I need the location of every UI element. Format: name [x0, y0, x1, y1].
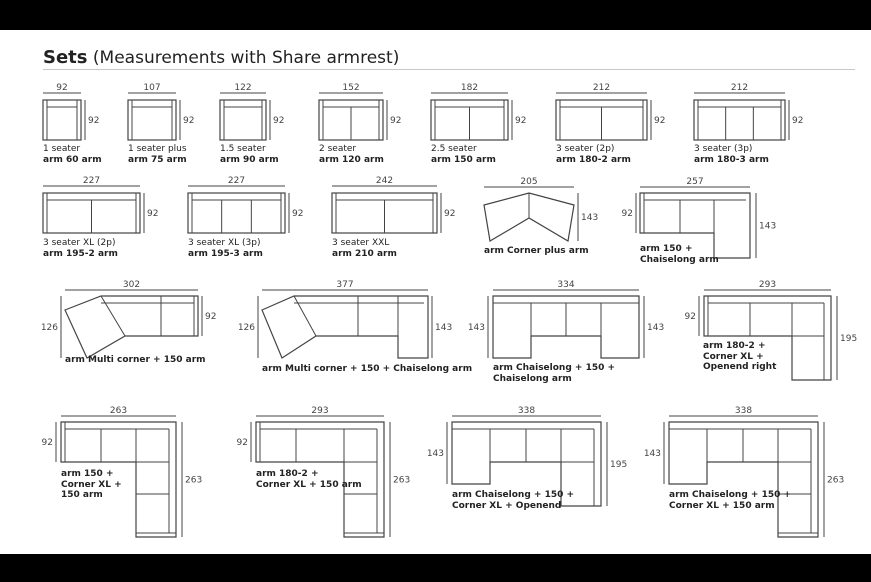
depth-dimension: 92	[88, 116, 100, 126]
set-arm-config: arm 210 arm	[332, 248, 397, 259]
depth-dimension: 92	[390, 116, 402, 126]
width-dimension: 377	[336, 280, 354, 290]
set-arm-config: arm Chaiselong + 150 + Corner XL + Openend	[452, 490, 575, 511]
width-dimension: 227	[227, 176, 246, 186]
width-dimension: 92	[56, 83, 68, 93]
set-arm-config: arm 150 + Chaiselong arm	[640, 244, 719, 265]
product-sheet	[0, 30, 871, 554]
set-arm-config: arm Multi corner + 150 + Chaiselong arm	[262, 364, 473, 374]
set-arm-config: arm 195-3 arm	[188, 248, 263, 259]
set-arm-config: arm 180-3 arm	[694, 154, 769, 165]
depth-dimension: 92	[621, 209, 633, 219]
set-name: 1 seater plus	[128, 144, 187, 154]
width-dimension: 334	[557, 280, 575, 290]
set-name: 3 seater XXL	[332, 238, 390, 248]
set-caption	[669, 490, 791, 511]
depth-dimension: 143	[647, 323, 665, 333]
depth-dimension: 92	[183, 116, 195, 126]
width-dimension: 212	[730, 83, 749, 93]
width-dimension: 338	[517, 406, 536, 416]
depth-dimension: 143	[581, 213, 599, 223]
title-bold: Sets	[43, 47, 88, 68]
width-dimension: 205	[520, 177, 538, 187]
depth-dimension: 143	[467, 323, 485, 333]
depth-dimension: 92	[236, 438, 248, 448]
set-arm-config: arm 60 arm	[43, 154, 102, 165]
set-arm-config: arm 90 arm	[220, 154, 279, 165]
depth-dimension: 263	[393, 475, 411, 486]
set-arm-config: arm 120 arm	[319, 154, 384, 165]
depth-dimension: 92	[444, 209, 456, 219]
set-name: 3 seater (3p)	[694, 144, 753, 154]
set-arm-config: arm Corner plus arm	[484, 246, 589, 256]
width-dimension: 293	[758, 280, 777, 290]
width-dimension: 257	[686, 177, 704, 187]
depth-dimension: 92	[147, 209, 159, 219]
plan-drawing	[0, 30, 871, 554]
depth-dimension: 92	[273, 116, 285, 126]
width-dimension: 242	[375, 176, 394, 186]
width-dimension: 212	[592, 83, 611, 93]
set-name: 2 seater	[319, 144, 357, 154]
depth-dimension: 143	[643, 449, 661, 459]
set-name: 3 seater XL (3p)	[188, 238, 261, 248]
depth-dimension: 92	[205, 312, 217, 322]
depth-dimension: 195	[610, 460, 628, 470]
set-arm-config: arm 150 arm	[431, 154, 496, 165]
depth-dimension: 92	[515, 116, 527, 126]
width-dimension: 302	[122, 280, 141, 290]
width-dimension: 227	[82, 176, 101, 186]
set-name: 2.5 seater	[431, 144, 477, 154]
width-dimension: 338	[734, 406, 753, 416]
title-subtitle: (Measurements with Share armrest)	[92, 48, 400, 68]
set-arm-config: arm Chaiselong + 150 + Chaiselong arm	[493, 363, 616, 384]
set-arm-config: arm 75 arm	[128, 154, 187, 165]
width-dimension: 182	[460, 83, 479, 93]
width-dimension: 263	[109, 406, 128, 416]
depth-dimension: 143	[759, 221, 777, 232]
set-arm-config: arm 195-2 arm	[43, 248, 118, 259]
depth-dimension: 263	[827, 475, 845, 486]
set-arm-config: arm 180-2 + Corner XL + Openend right	[703, 341, 777, 372]
depth-dimension: 126	[40, 323, 58, 333]
set-name: 3 seater (2p)	[556, 144, 615, 154]
depth-dimension: 263	[185, 475, 203, 486]
width-dimension: 122	[234, 83, 252, 93]
set-name: 1 seater	[43, 144, 81, 154]
set-arm-config: arm Multi corner + 150 arm	[65, 355, 206, 365]
depth-dimension: 92	[654, 116, 666, 126]
set-arm-config: arm 180-2 + Corner XL + 150 arm	[256, 469, 362, 490]
width-dimension: 293	[311, 406, 329, 416]
set-arm-config: arm 150 + Corner XL + 150 arm	[61, 469, 122, 500]
set-arm-config: arm Chaiselong + 150 + Corner XL + 150 arm	[669, 490, 792, 511]
depth-dimension: 92	[41, 438, 53, 448]
set-arm-config: arm 180-2 arm	[556, 154, 631, 165]
depth-dimension: 92	[292, 209, 304, 219]
depth-dimension: 143	[426, 449, 444, 459]
depth-dimension: 92	[792, 116, 804, 126]
width-dimension: 152	[342, 83, 360, 93]
depth-dimension: 126	[237, 323, 255, 333]
depth-dimension: 92	[684, 312, 696, 322]
depth-dimension: 195	[840, 334, 858, 344]
depth-dimension: 143	[435, 323, 453, 333]
set-name: 1.5 seater	[220, 144, 266, 154]
width-dimension: 107	[143, 83, 161, 93]
set-name: 3 seater XL (2p)	[43, 238, 116, 248]
